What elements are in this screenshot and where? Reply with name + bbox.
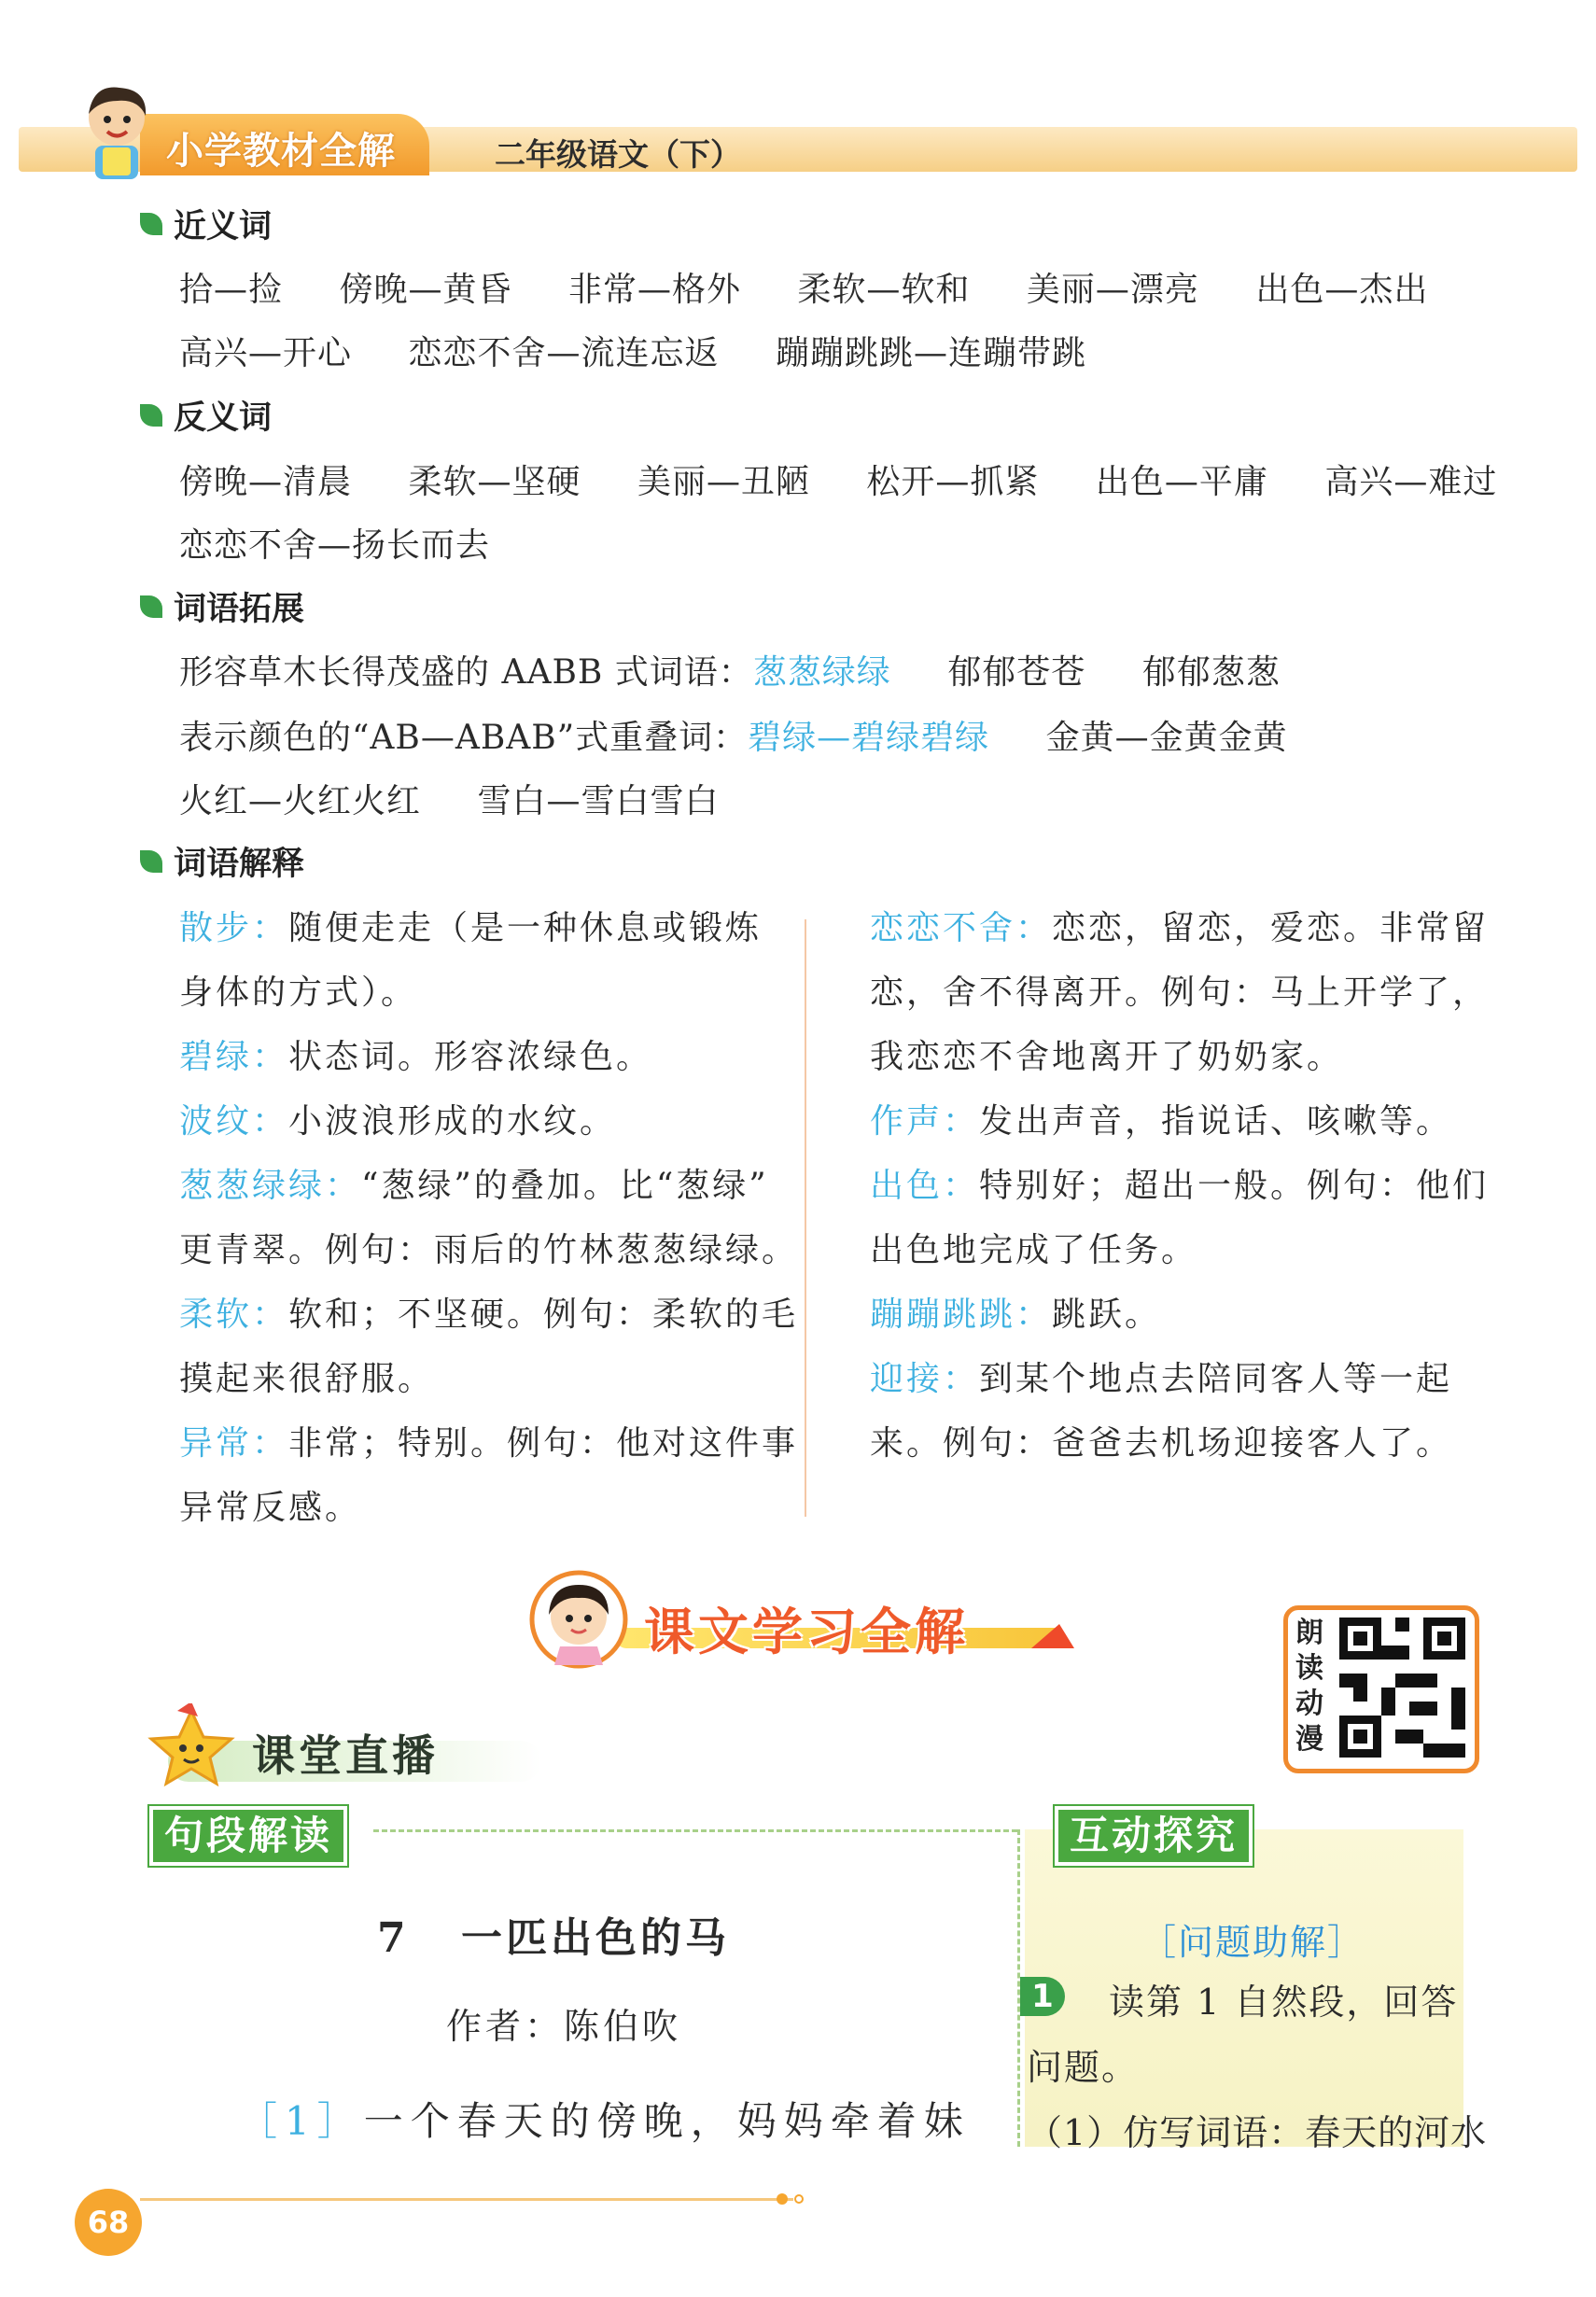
definition: 发出声音，指说话、咳嗽等。	[979, 1102, 1453, 1141]
definition: 来。例句：爸爸去机场迎接客人了。	[870, 1424, 1453, 1463]
lesson-number: 7	[377, 1914, 410, 1962]
classroom-title: 课堂直播	[252, 1730, 439, 1781]
expansion-title: 词语拓展	[174, 591, 305, 628]
definition: 恋，舍不得离开。例句：马上开学了，	[870, 973, 1490, 1012]
paragraph-text: 一个春天的傍晚，妈妈牵着妹	[363, 2098, 971, 2144]
expansion-line-1	[179, 646, 1325, 693]
explanation-row	[179, 1218, 798, 1282]
explanation-heading	[140, 838, 304, 885]
lesson-title: 一匹出色的马	[460, 1914, 730, 1962]
explanation-row	[870, 1218, 1489, 1282]
word: 郁郁葱葱	[1141, 653, 1281, 692]
term: 作声：	[870, 1102, 980, 1141]
section-banner	[523, 1568, 1101, 1671]
word-pair: 柔软—坚硬	[408, 463, 581, 501]
explanation-row	[179, 1282, 798, 1347]
definition: 恋恋，留恋，爱恋。非常留	[1052, 909, 1490, 947]
question-help-label: ［问题助解］	[1141, 1922, 1365, 1963]
synonyms-line-1	[179, 263, 1473, 311]
dashed-border	[373, 1829, 1017, 1832]
word: 雪白—雪白雪白	[477, 782, 720, 820]
question-text-cont: 问题。	[1027, 2047, 1140, 2088]
column-divider	[805, 919, 806, 1517]
word-pair: 出色—平庸	[1095, 463, 1268, 501]
explanation-right-column	[870, 896, 1489, 1476]
word-pair: 恋恋不舍—扬长而去	[179, 526, 491, 565]
explanation-row	[179, 1347, 798, 1411]
explore-tag: 互动探究	[1055, 1806, 1253, 1866]
word: 金黄—金黄金黄	[1045, 719, 1288, 757]
page-number: 68	[75, 2189, 142, 2256]
word-pair: 松开—抓紧	[866, 463, 1040, 501]
explanation-row	[179, 1025, 798, 1089]
expansion-prefix: 形容草木长得茂盛的 AABB 式词语：	[179, 653, 753, 692]
synonyms-heading	[140, 201, 272, 247]
definition: 特别好；超出一般。例句：他们	[979, 1167, 1490, 1205]
explanation-row	[179, 960, 798, 1025]
explanation-row	[179, 1411, 798, 1476]
paragraph-1	[238, 2091, 971, 2147]
word-pair: 非常—格外	[567, 271, 741, 309]
word-pair: 出色—杰出	[1255, 271, 1429, 309]
explanation-row	[870, 1089, 1489, 1154]
expansion-prefix: 表示颜色的“AB—ABAB”式重叠词：	[179, 719, 749, 757]
explanation-row	[179, 1476, 798, 1540]
arrow-icon	[1031, 1622, 1078, 1650]
word-pair: 高兴—难过	[1324, 463, 1498, 501]
definition: 软和；不坚硬。例句：柔软的毛	[288, 1296, 799, 1334]
expansion-line-3	[179, 775, 763, 822]
question-text: 读第 1 自然段，回答	[1109, 1982, 1459, 2023]
paragraph-number: ［1］	[238, 2098, 364, 2144]
definition: 到某个地点去陪同客人等一起	[979, 1360, 1453, 1398]
term: 碧绿：	[179, 1038, 289, 1076]
question-number-badge: 1	[1020, 1977, 1065, 2016]
word-pair: 恋恋不舍—流连忘返	[408, 334, 720, 372]
explanation-row	[870, 1282, 1489, 1347]
explanation-row	[870, 1411, 1489, 1476]
word-pair: 蹦蹦跳跳—连蹦带跳	[775, 334, 1086, 372]
explanation-row	[870, 960, 1489, 1025]
explanation-row	[179, 896, 798, 960]
question-subitem: （1）仿写词语：春天的河水	[1027, 2112, 1488, 2153]
definition: 身体的方式）。	[179, 973, 418, 1012]
synonyms-line-2	[179, 327, 1131, 374]
reading-tag: 句段解读	[149, 1806, 347, 1866]
definition: 小波浪形成的水纹。	[288, 1102, 617, 1141]
highlight-word: 碧绿—碧绿碧绿	[748, 719, 990, 757]
definition: 非常；特别。例句：他对这件事	[288, 1424, 799, 1463]
definition: 出色地完成了任务。	[870, 1231, 1198, 1269]
star-icon	[140, 1703, 243, 1787]
explanation-row	[870, 1154, 1489, 1218]
term: 出色：	[870, 1167, 980, 1205]
synonyms-title: 近义词	[174, 208, 273, 245]
word-pair: 高兴—开心	[179, 334, 353, 372]
explanation-row	[870, 1025, 1489, 1089]
leaf-icon	[140, 850, 162, 873]
term: 葱葱绿绿：	[179, 1167, 362, 1205]
word-pair: 美丽—丑陋	[637, 463, 810, 501]
term: 波纹：	[179, 1102, 289, 1141]
definition: 随便走走（是一种休息或锻炼	[288, 909, 763, 947]
antonyms-title: 反义词	[174, 399, 273, 437]
qr-code-icon	[1339, 1618, 1465, 1758]
word-pair: 傍晚—清晨	[179, 463, 353, 501]
boy-mascot-icon	[65, 80, 168, 183]
definition: 更青翠。例句：雨后的竹林葱葱绿绿。	[179, 1231, 799, 1269]
qr-label: 朗读动漫	[1295, 1617, 1323, 1756]
word: 火红—火红火红	[179, 782, 422, 820]
term: 柔软：	[179, 1296, 289, 1334]
term: 异常：	[179, 1424, 289, 1463]
leaf-icon	[140, 404, 162, 427]
leaf-icon	[140, 213, 162, 235]
definition: 状态词。形容浓绿色。	[288, 1038, 653, 1076]
definition: 异常反感。	[179, 1489, 362, 1527]
highlight-word: 葱葱绿绿	[752, 653, 891, 692]
definition: “葱绿”的叠加。比“葱绿”	[361, 1167, 769, 1205]
expansion-heading	[140, 583, 304, 630]
girl-mascot-icon	[523, 1568, 635, 1671]
word-pair: 美丽—漂亮	[1026, 271, 1199, 309]
series-title: 小学教材全解	[166, 130, 396, 173]
term: 散步：	[179, 909, 289, 947]
explanation-row	[870, 896, 1489, 960]
term: 迎接：	[870, 1360, 980, 1398]
banner-title: 课文学习全解	[644, 1603, 969, 1661]
qr-code-card[interactable]	[1283, 1605, 1479, 1773]
antonyms-line-2	[179, 519, 535, 567]
word-pair: 傍晚—黄昏	[339, 271, 512, 309]
definition: 跳跃。	[1052, 1296, 1162, 1334]
leaf-icon	[140, 595, 162, 618]
explanation-row	[870, 1347, 1489, 1411]
lesson-heading	[377, 1904, 730, 1964]
word: 郁郁苍苍	[947, 653, 1086, 692]
antonyms-heading	[140, 392, 272, 439]
classroom-live-heading	[140, 1703, 560, 1787]
explanation-title: 词语解释	[174, 846, 305, 883]
page-header	[0, 103, 1596, 177]
antonyms-line-1	[179, 455, 1542, 503]
expansion-line-2	[179, 711, 1333, 759]
explanation-row	[179, 1154, 798, 1218]
dots-icon	[775, 2190, 812, 2208]
explanation-row	[179, 1089, 798, 1154]
book-subtitle: 二年级语文（下）	[495, 136, 741, 173]
term: 蹦蹦跳跳：	[870, 1296, 1053, 1334]
explanation-left-column	[179, 896, 798, 1540]
lesson-author: 作者：陈伯吹	[446, 2006, 682, 2047]
definition: 我恋恋不舍地离开了奶奶家。	[870, 1038, 1344, 1076]
word-pair: 柔软—软和	[797, 271, 971, 309]
word-pair: 拾—捡	[179, 271, 284, 309]
footer-line	[140, 2198, 793, 2201]
term: 恋恋不舍：	[870, 909, 1053, 947]
definition: 摸起来很舒服。	[179, 1360, 435, 1398]
